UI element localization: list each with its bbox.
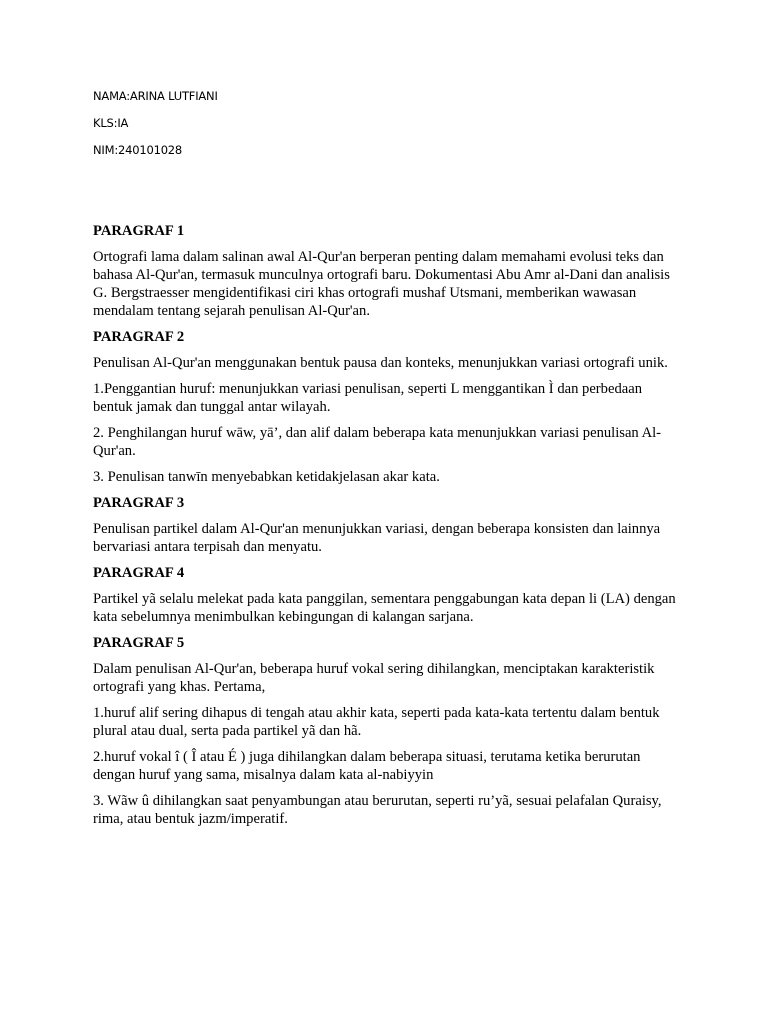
student-class: KLS:IA [93, 116, 129, 130]
paragraph: Partikel yã selalu melekat pada kata panggilan, sementara penggabungan kata depan li (LA) dengan kata sebelumnya menimbulkan kebingungan di kalangan sarjana. [93, 591, 676, 625]
section-heading: PARAGRAF 5 [93, 635, 185, 651]
paragraph: 3. Penulisan tanwīn menyebabkan ketidakjelasan akar kata. [93, 469, 440, 485]
paragraph: Penulisan Al-Qur'an menggunakan bentuk pausa dan konteks, menunjukkan variasi ortografi unik. [93, 355, 668, 371]
student-name: NAMA:ARINA LUTFIANI [93, 89, 218, 103]
student-nim: NIM:240101028 [93, 143, 183, 157]
section-heading: PARAGRAF 4 [93, 565, 185, 581]
section-heading: PARAGRAF 3 [93, 495, 185, 511]
paragraph: 1.huruf alif sering dihapus di tengah atau akhir kata, seperti pada kata-kata tertentu dalam bentuk plural atau dual, serta pada partikel yã dan hã. [93, 705, 660, 739]
paragraph: Ortografi lama dalam salinan awal Al-Qur'an berperan penting dalam memahami evolusi teks dan bahasa Al-Qur'an, termasuk munculnya ortografi baru. Dokumentasi Abu Amr al-Dani dan analisis G. Bergstraesser mengidentifikasi ciri khas ortografi mushaf Utsmani, memberikan wawasan mendalam tentang sejarah penulisan Al-Qur'an. [93, 249, 670, 319]
paragraph: 2.huruf vokal î ( Î atau É ) juga dihilangkan dalam beberapa situasi, terutama ketika berurutan dengan huruf yang sama, misalnya dalam kata al-nabiyyin [93, 749, 641, 783]
paragraph: Penulisan partikel dalam Al-Qur'an menunjukkan variasi, dengan beberapa konsisten dan lainnya bervariasi antara terpisah dan menyatu. [93, 521, 661, 555]
paragraph: 3. Wãw û dihilangkan saat penyambungan atau berurutan, seperti ru’yã, sesuai pelafalan Quraisy, rima, atau bentuk jazm/imperatif. [93, 793, 662, 827]
document-body [93, 222, 685, 836]
paragraph: 2. Penghilangan huruf wāw, yā’, dan alif dalam beberapa kata menunjukkan variasi penulisan Al-Qur'an. [93, 425, 662, 459]
paragraph: 1.Penggantian huruf: menunjukkan variasi penulisan, seperti L menggantikan Ì dan perbedaan bentuk jamak dan tunggal antar wilayah. [93, 381, 642, 415]
student-info [93, 88, 218, 169]
section-heading: PARAGRAF 2 [93, 329, 185, 345]
paragraph: Dalam penulisan Al-Qur'an, beberapa huruf vokal sering dihilangkan, menciptakan karakteristik ortografi yang khas. Pertama, [93, 661, 655, 695]
section-heading: PARAGRAF 1 [93, 223, 185, 239]
